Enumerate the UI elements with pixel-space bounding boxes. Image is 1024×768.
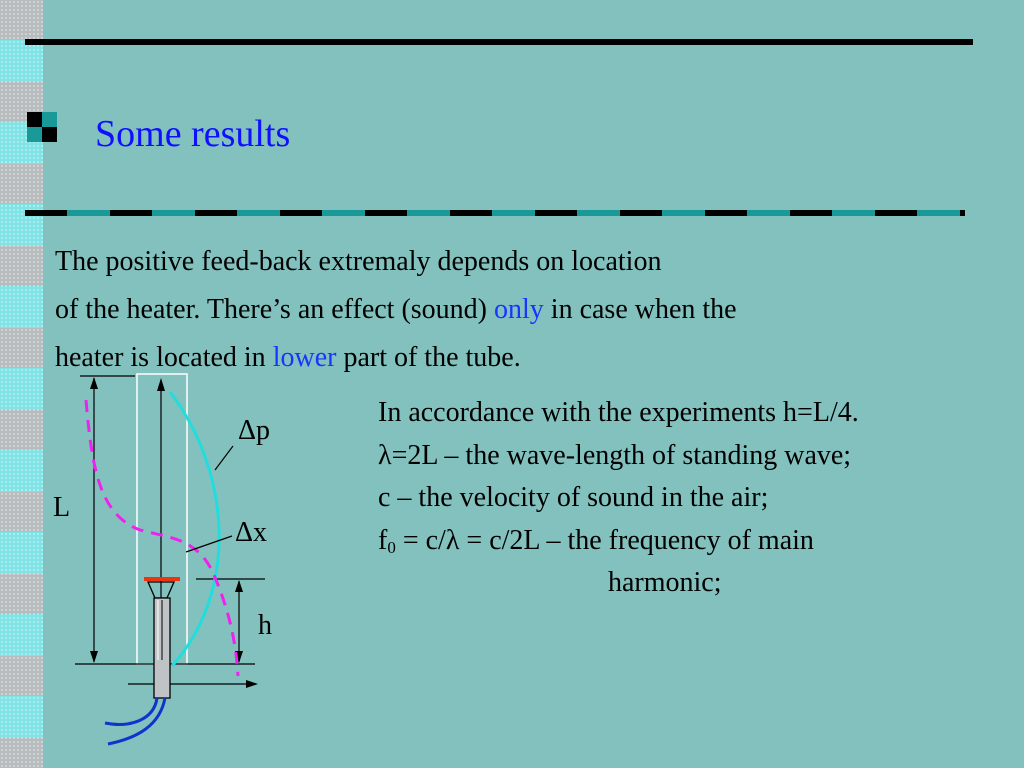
axis-horizontal-head <box>246 680 258 688</box>
slide-title: Some results <box>95 113 291 155</box>
note-wavelength: λ=2L – the wave-length of standing wave; <box>378 439 852 471</box>
intro-line-3-end: part of the tube. <box>336 342 521 373</box>
emphasis-only: only <box>494 294 544 325</box>
emphasis-lower: lower <box>272 342 337 373</box>
label-displacement-delta: Δx <box>235 517 268 548</box>
frequency-subscript: 0 <box>387 537 396 557</box>
note-velocity: c – the velocity of sound in the air; <box>378 482 769 513</box>
intro-line-3-start: heater is located in <box>55 342 273 373</box>
note-experiment: In accordance with the experiments h=L/4. <box>378 397 859 428</box>
pressure-curve <box>170 392 219 666</box>
frequency-formula: = c/λ = c/2L – the frequency of main <box>395 524 814 556</box>
heater-wire-1 <box>105 698 157 724</box>
length-arrow-bottom-head <box>90 651 98 663</box>
label-length: L <box>53 492 71 523</box>
note-frequency <box>378 520 1018 563</box>
formula-notes <box>378 392 1018 605</box>
axis-vertical-head <box>157 378 165 391</box>
label-height: h <box>258 610 272 641</box>
dx-leader-line <box>186 536 232 552</box>
intro-line-1: The positive feed-back extremaly depends on location <box>55 246 662 277</box>
dashed-divider <box>25 210 965 216</box>
top-divider <box>25 39 973 45</box>
note-harmonic: harmonic; <box>608 567 722 598</box>
tube-diagram <box>0 360 380 760</box>
intro-line-2 <box>55 286 955 334</box>
length-arrow-top-head <box>90 377 98 389</box>
tube-diagram-svg <box>0 360 380 760</box>
h-arrow-top-head <box>235 580 243 592</box>
title-bullet-icon <box>27 112 57 142</box>
label-pressure-delta: Δp <box>238 415 271 446</box>
dp-leader-line <box>215 446 233 470</box>
intro-line-2-end: in case when the <box>543 294 737 325</box>
frequency-symbol: f <box>378 524 388 556</box>
intro-line-2-start: of the heater. There’s an effect (sound) <box>55 294 495 325</box>
